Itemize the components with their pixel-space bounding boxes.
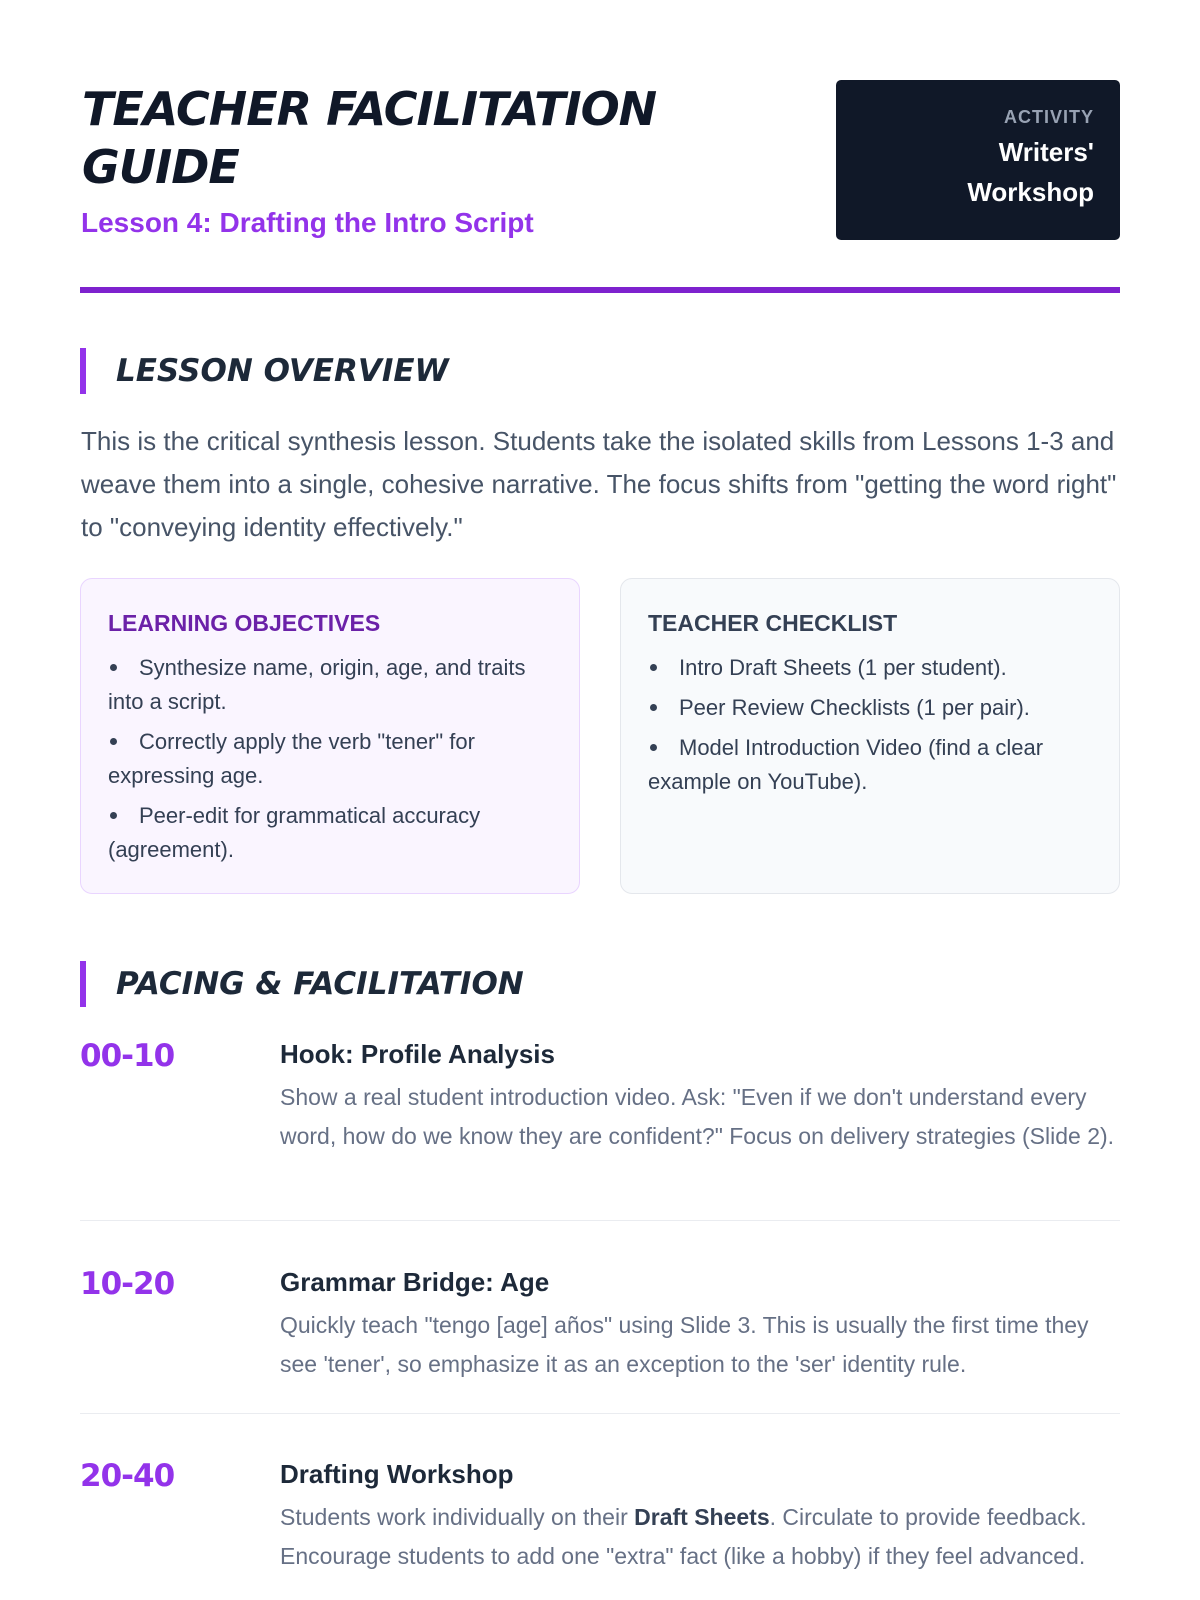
learning-objectives-card: [80, 578, 580, 894]
pacing-title: Drafting Workshop: [280, 1459, 514, 1489]
objective-text: Peer-edit for grammatical accuracy (agreement).: [108, 803, 481, 862]
pacing-description: Quickly teach "tengo [age] años" using Slide 3. This is usually the first time they see 'tener', so emphasize it as an exception to the 'ser' identity rule.: [280, 1312, 1089, 1377]
pacing-description: [280, 1498, 1120, 1575]
objectives-list: [108, 651, 553, 867]
description-text: Students work individually on their: [280, 1504, 635, 1530]
objective-item: [108, 651, 553, 719]
pacing-body: [280, 1264, 1120, 1383]
checklist-item: [648, 691, 1093, 725]
bullet-icon: [650, 704, 657, 711]
pacing-title: Grammar Bridge: Age: [280, 1267, 550, 1297]
pacing-time: 00-10: [80, 1038, 175, 1074]
bullet-icon: [110, 664, 117, 671]
activity-badge: [836, 80, 1120, 240]
lesson-subtitle: Lesson 4: Drafting the Intro Script: [81, 207, 534, 238]
objective-text: Correctly apply the verb "tener" for expressing age.: [108, 729, 475, 788]
pacing-body: [280, 1036, 1120, 1155]
pacing-row: [80, 1264, 1120, 1384]
pacing-description: Show a real student introduction video. Ask: "Even if we don't understand every word, how do we know they are confident?" Focus on delivery strategies (Slide 2).: [280, 1084, 1115, 1149]
objectives-heading: LEARNING OBJECTIVES: [108, 610, 381, 636]
row-divider: [80, 1413, 1120, 1414]
bullet-icon: [110, 738, 117, 745]
objective-text: Synthesize name, origin, age, and traits into a script.: [108, 655, 526, 714]
checklist-text: Model Introduction Video (find a clear example on YouTube).: [648, 735, 1044, 794]
pacing-row: [80, 1456, 1120, 1600]
pacing-row: [80, 1036, 1120, 1196]
badge-label: ACTIVITY: [1003, 107, 1094, 127]
checklist-heading: TEACHER CHECKLIST: [648, 610, 898, 636]
bullet-icon: [650, 744, 657, 751]
checklist-item: [648, 731, 1093, 799]
pacing-time: 10-20: [80, 1266, 175, 1302]
pacing-section-heading: [80, 961, 524, 1007]
checklist-text: Intro Draft Sheets (1 per student).: [679, 655, 1007, 680]
badge-value: Writers' Workshop: [967, 137, 1094, 207]
checklist-item: [648, 651, 1093, 685]
bullet-icon: [650, 664, 657, 671]
row-divider: [80, 1220, 1120, 1221]
pacing-time: 20-40: [80, 1458, 175, 1494]
bullet-icon: [110, 812, 117, 819]
objective-item: [108, 725, 553, 793]
overview-section-heading: [80, 348, 449, 394]
checklist-text: Peer Review Checklists (1 per pair).: [679, 695, 1030, 720]
pacing-body: [280, 1456, 1120, 1575]
header-divider: [80, 287, 1120, 293]
page-title: TEACHER FACILITATION GUIDE: [82, 82, 657, 194]
description-text: . Circulate to provide feedback. Encourage students to add one "extra" fact (like a hobby) if they feel advanced.: [280, 1504, 1087, 1569]
description-emphasis: Draft Sheets: [634, 1504, 770, 1530]
objective-item: [108, 799, 553, 867]
overview-heading-text: LESSON OVERVIEW: [116, 353, 449, 389]
checklist-list: [648, 651, 1093, 799]
teacher-checklist-card: [620, 578, 1120, 894]
overview-paragraph: This is the critical synthesis lesson. Students take the isolated skills from Lessons 1-3 and weave them into a single, cohesive narrative. The focus shifts from "getting the word right" to "conveying identity effectively.": [81, 426, 1117, 542]
pacing-title: Hook: Profile Analysis: [280, 1039, 555, 1069]
pacing-heading-text: PACING & FACILITATION: [116, 966, 524, 1002]
